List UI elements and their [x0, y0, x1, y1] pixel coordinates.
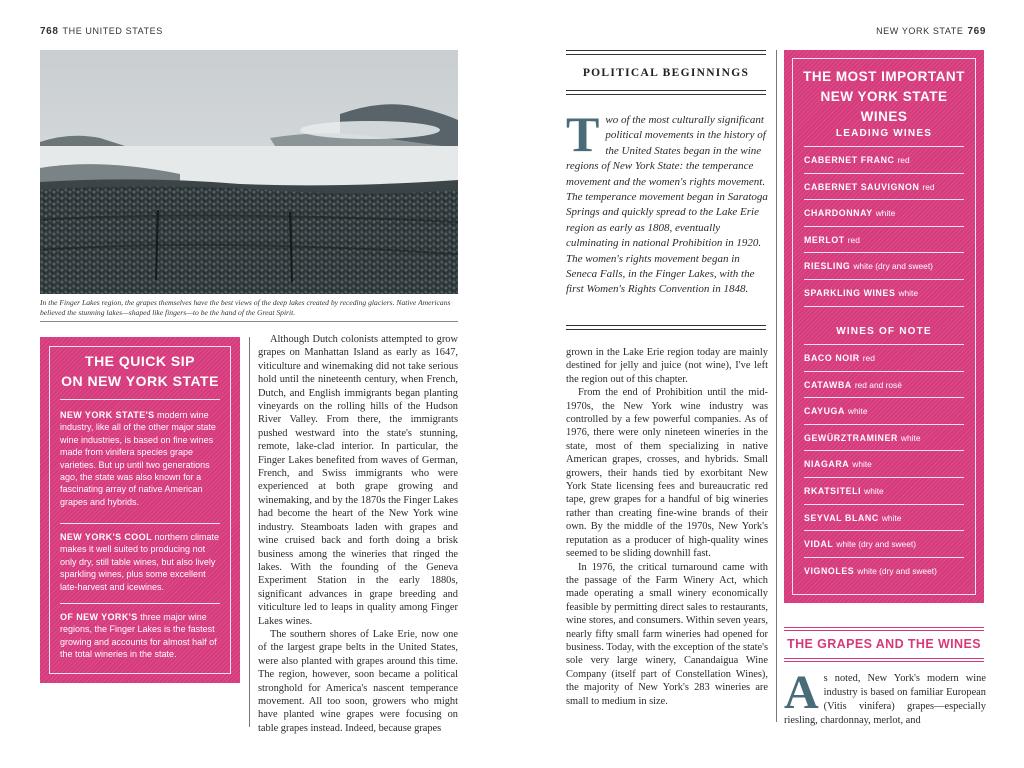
- wine-desc: red and rosé: [854, 379, 902, 390]
- political-beginnings-title: POLITICAL BEGINNINGS: [582, 67, 750, 79]
- quick-sip-lead: NEW YORK STATE'S: [60, 410, 155, 420]
- quick-sip-lead: OF NEW YORK'S: [60, 612, 138, 622]
- landscape-illustration: [40, 50, 458, 294]
- political-rule-top: [566, 50, 766, 51]
- wine-name: SPARKLING WINES: [804, 287, 896, 298]
- grapes-rule-bottom-2: [784, 661, 984, 662]
- wine-item: [804, 478, 964, 505]
- page-number-right: 769: [967, 26, 986, 37]
- wine-name: VIDAL: [804, 539, 834, 550]
- political-rule-bottom: [566, 325, 766, 326]
- wine-item: [804, 398, 964, 425]
- body-paragraph: grown in the Lake Erie region today are mainly destined for jelly and juice (not wine), I've left the region out of this chapter.: [566, 347, 768, 385]
- wine-name: CAYUGA: [804, 406, 845, 417]
- body-column-right: [566, 346, 768, 708]
- quick-sip-rule: [60, 523, 220, 524]
- body-paragraph: The southern shores of Lake Erie, now one of the largest grape belts in the United States, were also planted with grapes around this time. The region, however, soon became a political stronghold for America's nascent temperance movement. All too soon, growers who might have planted wine grapes were focusing on table grapes instead. Indeed, because grapes: [258, 628, 458, 734]
- grapes-and-wines-text: [784, 666, 986, 728]
- grapes-rule-bottom: [784, 658, 984, 659]
- wine-desc: red: [922, 181, 935, 192]
- wine-desc: white: [852, 459, 872, 470]
- body-column-left: [258, 333, 458, 735]
- wine-name: GEWÜRZTRAMINER: [804, 432, 898, 443]
- wine-desc: red: [897, 155, 910, 165]
- wine-desc: white: [875, 208, 896, 219]
- quick-sip-rule: [60, 603, 220, 604]
- grapes-rule-top-2: [784, 630, 984, 631]
- wine-desc: white: [864, 485, 884, 496]
- running-head-right-text: NEW YORK STATE: [876, 26, 964, 36]
- quick-sip-title-line1: THE QUICK SIP: [85, 353, 195, 369]
- important-wines-title-line2: NEW YORK STATE WINES: [820, 89, 948, 124]
- wine-name: NIAGARA: [804, 459, 850, 470]
- quick-sip-lead: NEW YORK'S COOL: [60, 532, 152, 542]
- political-rule-bottom-2: [566, 329, 766, 330]
- wine-desc: white: [847, 406, 868, 417]
- political-rule-mid: [566, 90, 766, 91]
- wines-of-note-heading: WINES OF NOTE: [836, 326, 932, 337]
- wine-desc: red: [862, 353, 875, 363]
- political-rule-top-2: [566, 54, 766, 55]
- wine-name: CHARDONNAY: [804, 208, 873, 219]
- caption-divider: [40, 321, 458, 322]
- wine-desc: red: [847, 234, 860, 245]
- wine-item: [804, 558, 964, 585]
- wine-name: VIGNOLES: [804, 565, 855, 576]
- wine-item: [804, 531, 964, 558]
- body-paragraph: In 1976, the critical turnaround came with the passage of the Farm Winery Act, which made operating a small winery economically feasible by permitting direct sales to restaurants, wine stores, and consumers. Within seven years, nearly fifty small farm wineries had opened for business. Today, with the exception of the state's sole very large winery, Canandaigua Wine Company (itself part of Constellation Wines), the majority of New York's 283 wineries are small to medium in size.: [566, 561, 768, 707]
- body-paragraph: Although Dutch colonists attempted to grow grapes on Manhattan Island as early as 1647, viticulture and winemaking did not take serious hold until the nineteenth century, when French, Dutch, and English immigrants began planting vineyards on the rolling hills of the Hudson River Valley. From there, the immigrants pushed westward into the state's stunning, remote, lake-clad interior. In particular, the Finger Lakes benefited from waves of German, French, and Swiss immigrants who were experienced at both grape growing and winemaking, and by the 1870s the Finger Lakes had become the heart of the New York wine industry. Steamboats laden with grapes and wine cruised back and forth doing a brisk business among the wineries that ringed the lakes. With the founding of the Geneva Experiment Station in the early 1880s, significant advances in grape breeding and viticulture led to leaps in quality among Finger Lakes wines.: [258, 334, 458, 627]
- wine-desc: white (dry and sweet): [836, 539, 916, 550]
- wine-item: [804, 280, 964, 307]
- quick-sip-item: [60, 409, 222, 508]
- important-wines-title: [796, 67, 972, 127]
- photo-caption: In the Finger Lakes region, the grapes themselves have the best views of the deep lakes created by receding glaciers. Native Americans believed the stunning lakes—shaped like fingers—to be the hand of the Great Spirit.: [40, 298, 451, 317]
- wine-name: CABERNET SAUVIGNON: [804, 181, 920, 192]
- political-beginnings-text: [566, 106, 768, 298]
- wine-name: MERLOT: [804, 234, 845, 245]
- important-wines-title-line1: THE MOST IMPORTANT: [803, 69, 965, 84]
- wine-name: CABERNET FRANC: [804, 155, 895, 165]
- wine-item: [804, 227, 964, 254]
- dropcap-t: T: [566, 106, 600, 162]
- wine-desc: white (dry and sweet): [857, 565, 937, 576]
- wine-name: BACO NOIR: [804, 353, 860, 363]
- leading-wines-heading: LEADING WINES: [835, 128, 933, 139]
- wine-name: RKATSITELI: [804, 485, 862, 496]
- important-wines-sidebar: [784, 50, 984, 603]
- quick-sip-rule: [60, 399, 220, 400]
- wine-desc: white: [900, 432, 921, 443]
- wine-desc: white: [881, 512, 902, 523]
- column-rule-right: [776, 50, 777, 722]
- wine-item: [804, 147, 964, 174]
- quick-sip-item: [60, 611, 222, 661]
- grapes-rule-top: [784, 627, 984, 628]
- wine-desc: white: [898, 287, 918, 298]
- wine-item: [804, 372, 964, 399]
- wine-item: [804, 345, 964, 372]
- wine-item: [804, 451, 964, 478]
- quick-sip-text: modern wine industry, like all of the other major state wine industries, is based on fine wines made from vinifera species grape varieties. But up until two generations ago, the state was also known for a fascinating array of native American grapes and hybrids.: [60, 410, 216, 507]
- body-paragraph: From the end of Prohibition until the mid-1970s, the New York wine industry was controlled by a few powerful companies. As of 1976, there were only nineteen wineries in the state, most of them specializing in native American grapes, crosses, and hybrids. Small growers, their hands tied by exorbitant New York State licensing fees and bureaucratic red tape, grew grapes for a handful of big wineries rather than creating fine-wine brands of their own. By the middle of the 1970s, New York's reputation as a producer of high-quality wines seemed to be sliding downhill fast.: [566, 387, 768, 560]
- grapes-and-wines-title: THE GRAPES AND THE WINES: [787, 637, 981, 651]
- quick-sip-text: northern climate makes it well suited to producing not only dry, still table wines, but also lively sparkling wines, plus some excellent late-harvest and icewines.: [60, 532, 220, 592]
- running-head-left-text: THE UNITED STATES: [62, 26, 163, 36]
- wine-name: RIESLING: [804, 261, 851, 272]
- quick-sip-text: three major wine regions, the Finger Lakes is the fastest growing and accounts for almost half of the total wineries in the state.: [60, 612, 217, 660]
- dropcap-a: A: [784, 666, 819, 719]
- running-head-left: [40, 26, 163, 37]
- wine-item: [804, 505, 964, 532]
- page-number-left: 768: [40, 26, 59, 37]
- wine-item: [804, 174, 964, 201]
- wine-desc: white (dry and sweet): [853, 261, 933, 272]
- wine-name: SEYVAL BLANC: [804, 512, 879, 523]
- political-rule-mid-2: [566, 94, 766, 95]
- wine-item: [804, 200, 964, 227]
- wine-name: CATAWBA: [804, 379, 852, 390]
- quick-sip-sidebar: [40, 337, 240, 683]
- column-rule-left: [249, 337, 250, 727]
- leading-wines-list: [804, 146, 964, 307]
- wine-item: [804, 253, 964, 280]
- grapes-body: s noted, New York's modern wine industry is based on familiar European (Vitis vinifera) grapes—especially riesling, chardonnay, merlot, and: [784, 673, 986, 726]
- finger-lakes-photo: [40, 50, 458, 294]
- quick-sip-title-line2: ON NEW YORK STATE: [61, 373, 219, 389]
- wines-of-note-list: [804, 344, 964, 584]
- quick-sip-title: [54, 351, 226, 391]
- wine-item: [804, 425, 964, 452]
- running-head-right: [876, 26, 986, 37]
- quick-sip-item: [60, 531, 222, 593]
- political-body: wo of the most culturally significant political movements in the history of the United States began in the wine regions of New York State: the temperance movement and the women's rights movement. The temperance movement began in Saratoga Springs and quickly spread to the Lake Erie region as early as 1808, eventually culminating in national Prohibition in 1920. The women's rights movement began in Seneca Falls, in the Finger Lakes, with the first Women's Rights Convention in 1848.: [566, 114, 768, 296]
